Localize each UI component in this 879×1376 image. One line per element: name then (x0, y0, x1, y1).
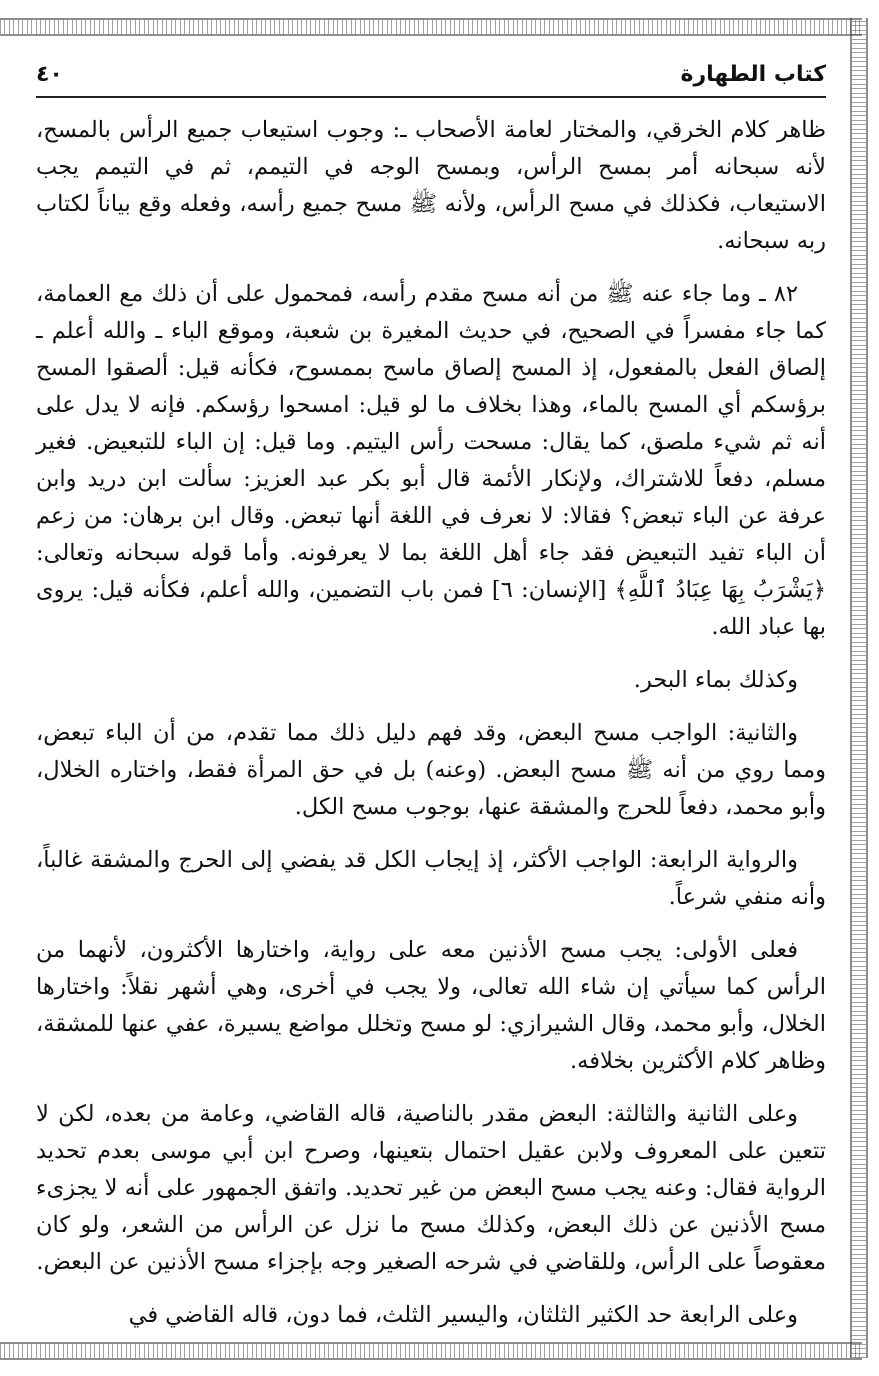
paragraph: والثانية: الواجب مسح البعض، وقد فهم دليل ذلك مما تقدم، من أن الباء تبعض، ومما روي من أنه ﷺ مسح البعض. (وعنه) بل في حق المرأة فقط، واختاره الخلال، وأبو محمد، دفعاً للحرج والمشقة عنها، بوجوب مسح الكل. (36, 720, 826, 820)
decorative-border-right (850, 18, 868, 1358)
page-number: ٤٠ (36, 61, 63, 87)
paragraph: وعلى الرابعة حد الكثير الثلثان، واليسير الثلث، فما دون، قاله القاضي في (128, 1302, 798, 1328)
page-header (36, 52, 826, 98)
paragraph: ٨٢ ـ وما جاء عنه ﷺ من أنه مسح مقدم رأسه، فمحمول على أن ذلك مع العمامة، كما جاء مفسراً في الصحيح، في حديث المغيرة بن شعبة، وموقع الباء ـ والله أعلم ـ إلصاق الفعل بالمفعول، إذ المسح إلصاق ماسح بممسوح، فكأنه قيل: ألصقوا المسح برؤسكم أي المسح بالماء، وهذا بخلاف ما لو قيل: امسحوا رؤسكم. فإنه لا يدل على أنه ثم شيء ملصق، كما يقال: مسحت رأس اليتيم. وما قيل: إن الباء للتبعيض. فغير مسلم، دفعاً للاشتراك، ولإنكار الأئمة قال أبو بكر عبد العزيز: سألت ابن دريد وابن عرفة عن الباء تبعض؟ فقالا: لا نعرف في اللغة أنها تبعض. وقال ابن برهان: من زعم أن الباء تفيد التبعيض فقد جاء أهل اللغة بما لا يعرفونه. وأما قوله سبحانه وتعالى: ﴿يَشْرَبُ بِهَا عِبَادُ ٱللَّهِ﴾ [الإنسان: ٦] فمن باب التضمين، والله أعلم، فكأنه قيل: يروى بها عباد الله. (36, 281, 827, 640)
running-title: كتاب الطهارة (680, 61, 826, 87)
paragraph: ظاهر كلام الخرقي، والمختار لعامة الأصحاب ـ: وجوب استيعاب جميع الرأس بالمسح، لأنه سبحانه أمر بمسح الرأس، وبمسح الوجه في التيمم، ثم في التيمم يجب الاستيعاب، فكذلك في مسح الرأس، ولأنه ﷺ مسح جميع رأسه، وفعله وقع بياناً لكتاب ربه سبحانه. (36, 117, 826, 254)
paragraph: والرواية الرابعة: الواجب الأكثر، إذ إيجاب الكل قد يفضي إلى الحرج والمشقة غالباً، وأنه منفي شرعاً. (36, 847, 826, 910)
paragraph: فعلى الأولى: يجب مسح الأذنين معه على رواية، واختارها الأكثرون، لأنهما من الرأس كما سيأتي إن شاء الله تعالى، ولا يجب في أخرى، وهي أشهر نقلاً: واختارها الخلال، وأبو محمد، وقال الشيرازي: لو مسح وتخلل مواضع يسيرة، عفي عنها للمشقة، وظاهر كلام الأكثرين بخلافه. (36, 937, 826, 1074)
decorative-border-top (0, 18, 862, 36)
page-body (36, 112, 826, 1350)
paragraph: وعلى الثانية والثالثة: البعض مقدر بالناصية، قاله القاضي، وعامة من بعده، لكن لا تتعين على المعروف ولابن عقيل احتمال بتعينها، وصرح ابن أبي موسى بعدم تحديد الرواية فقال: وعنه يجب مسح البعض من غير تحديد. واتفق الجمهور على أنه لا يجزىء مسح الأذنين عن ذلك البعض، وكذلك مسح ما نزل عن الرأس من الشعر، ولو كان معقوصاً على الرأس، وللقاضي في شرحه الصغير وجه بإجزاء مسح الأذنين عن البعض. (36, 1101, 826, 1275)
paragraph: وكذلك بماء البحر. (633, 667, 798, 693)
